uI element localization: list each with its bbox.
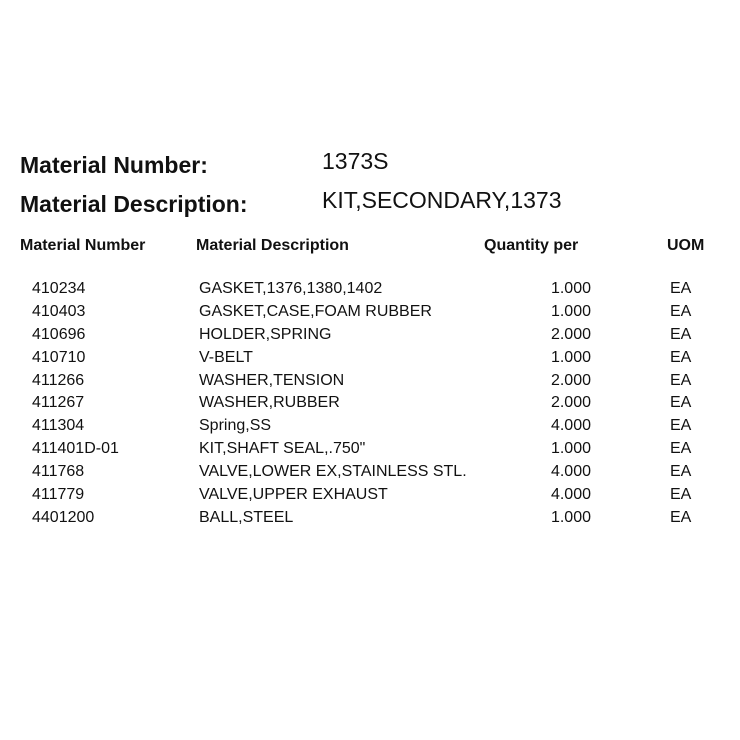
item-material-number: 411267 — [32, 394, 85, 412]
item-uom: EA — [670, 508, 692, 526]
item-material-description: VALVE,UPPER EXHAUST — [199, 486, 388, 504]
item-quantity: 2.000 — [550, 325, 591, 343]
item-material-description: WASHER,TENSION — [199, 371, 345, 389]
column-header-uom: UOM — [667, 237, 705, 254]
table-row — [0, 280, 740, 303]
item-material-description: KIT,SHAFT SEAL,.750" — [199, 440, 366, 458]
item-uom: EA — [670, 348, 692, 366]
item-quantity: 1.000 — [550, 348, 591, 366]
material-number-value: 1373S — [322, 148, 389, 174]
material-number-label: Material Number: — [20, 152, 208, 178]
item-uom: EA — [670, 280, 692, 297]
material-description-label: Material Description: — [20, 191, 248, 217]
item-material-description: HOLDER,SPRING — [199, 325, 332, 343]
item-quantity: 2.000 — [550, 371, 591, 389]
item-uom: EA — [670, 371, 692, 389]
table-row — [0, 417, 740, 440]
item-material-number: 410710 — [32, 348, 86, 366]
material-number-row — [20, 148, 389, 179]
item-quantity: 1.000 — [550, 440, 591, 458]
bill-of-materials-table — [0, 280, 740, 532]
table-row — [0, 463, 740, 486]
item-uom: EA — [670, 302, 692, 320]
item-uom: EA — [670, 486, 692, 504]
item-quantity: 1.000 — [550, 302, 591, 320]
item-quantity: 1.000 — [550, 280, 591, 297]
item-quantity: 1.000 — [550, 508, 591, 526]
item-material-number: 411266 — [32, 371, 85, 389]
item-material-number: 411304 — [32, 417, 85, 435]
item-material-number: 410696 — [32, 325, 86, 343]
item-material-number: 411401D-01 — [32, 440, 119, 458]
item-uom: EA — [670, 440, 692, 458]
item-material-number: 411768 — [32, 463, 85, 481]
table-row — [0, 486, 740, 509]
column-header-quantity-per: Quantity per — [484, 237, 579, 254]
item-material-number: 410403 — [32, 302, 86, 320]
item-quantity: 4.000 — [550, 417, 591, 435]
column-header-material-number: Material Number — [20, 237, 146, 254]
item-material-description: Spring,SS — [199, 417, 272, 435]
material-description-value: KIT,SECONDARY,1373 — [322, 187, 562, 213]
item-material-description: GASKET,1376,1380,1402 — [199, 280, 383, 297]
item-quantity: 4.000 — [550, 463, 591, 481]
table-row — [0, 509, 740, 532]
table-row — [0, 394, 740, 417]
item-uom: EA — [670, 463, 692, 481]
item-material-description: GASKET,CASE,FOAM RUBBER — [199, 302, 432, 320]
item-quantity: 2.000 — [550, 394, 591, 412]
table-row — [0, 303, 740, 326]
item-uom: EA — [670, 325, 692, 343]
item-material-description: VALVE,LOWER EX,STAINLESS STL. — [199, 463, 467, 481]
item-uom: EA — [670, 417, 692, 435]
table-row — [0, 372, 740, 395]
item-material-description: V-BELT — [199, 348, 253, 366]
item-uom: EA — [670, 394, 692, 412]
table-row — [0, 349, 740, 372]
material-description-row — [20, 187, 562, 218]
column-header-material-description: Material Description — [196, 237, 349, 254]
item-material-number: 411779 — [32, 486, 85, 504]
item-material-number: 4401200 — [32, 508, 95, 526]
item-material-description: WASHER,RUBBER — [199, 394, 340, 412]
item-quantity: 4.000 — [550, 486, 591, 504]
table-row — [0, 440, 740, 463]
table-row — [0, 326, 740, 349]
item-material-description: BALL,STEEL — [199, 508, 294, 526]
item-material-number: 410234 — [32, 280, 86, 297]
